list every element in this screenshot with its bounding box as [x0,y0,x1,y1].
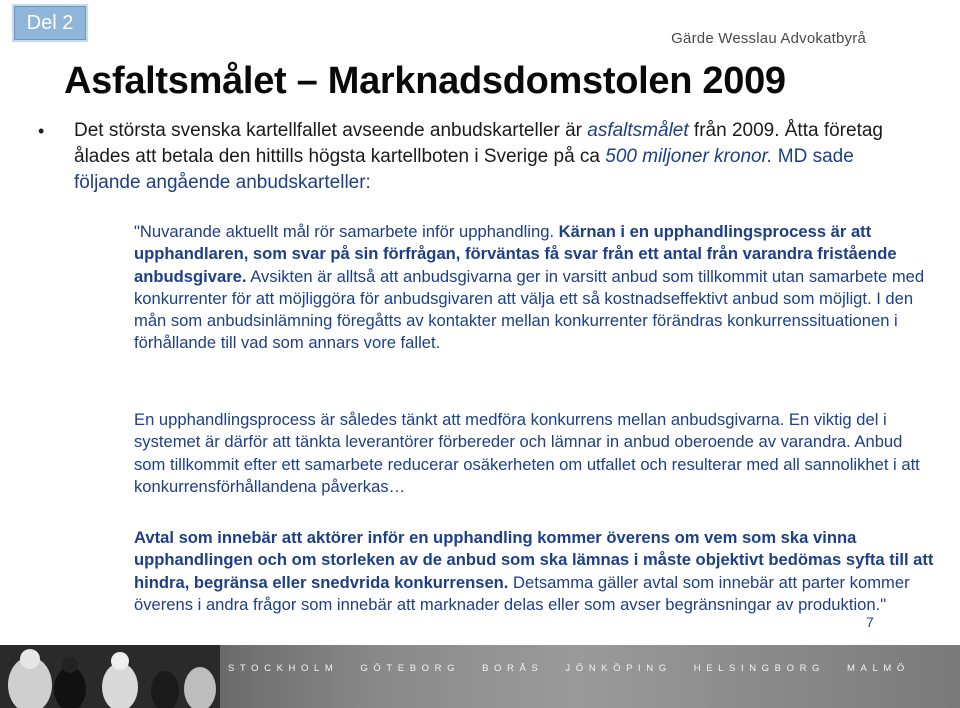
quote-text: En upphandlingsprocess är således tänkt att medföra konkurrens mellan anbudsgivarna. En viktig del i systemet är därför att tänkta leverantörer förbereder och lämnar in anbud oberoende av varandra. Anbud som tillkommit efter ett samarbete reducerar osäkerheten om utfallet och resulterar med all sannolikhet i att konkurrensförhållandena påverkas… [134,410,920,496]
quote-emphasis: Avtal som innebär att aktörer inför en upphandling kommer överens om vem som ska vinna upphandlingen och om storleken av de anbud som ska lämnas i måste objektivt bedömas syfta till att hindra, begränsa eller snedvrida konkurrensen. [134,528,934,592]
bullet-dot-icon: • [38,121,45,141]
office-city: STOCKHOLM [228,663,339,674]
intro-text-part: från 2009. Åtta företag ålades att betala den hittills högsta kartellboten i Sverige på ca [74,120,883,167]
quote-text: Avsikten är alltså att anbudsgivarna ger in varsitt anbud som tillkommit utan samarbete med konkurrenter för att möjliggöra för anbudsgivaren att välja ett så kostnadseffektivt anbud som möjligt. I den mån som anbudsinlämning föregåtts av kontakter mellan konkurrenter förändras konkurrenssituationen i förhållande till vad som annars vore fallet. [134,266,925,353]
chess-pieces-image [0,645,220,708]
quote-text: "Nuvarande aktuellt mål rör samarbete inför upphandling. [134,222,559,241]
office-city: BORÅS [482,663,544,674]
section-tag: Del 2 [12,4,88,42]
quote-text: Detsamma gäller avtal som innebär att parter kommer överens i andra frågor som innebär att marknader delas eller som avser begränsningar av produktion." [134,572,910,614]
quote-paragraph-3 [134,527,934,616]
intro-text-emphasis: asfaltsmålet [587,120,689,141]
office-city: HELSINGBORG [693,663,826,674]
firm-logo: Gärde Wesslau Advokatbyrå [671,30,866,47]
intro-text-part: Det största svenska kartellfallet avseende anbudskarteller är [74,120,588,141]
intro-bullet [38,118,918,196]
office-city-list [228,663,910,674]
footer-banner [0,645,960,708]
office-city: JÖNKÖPING [565,663,672,674]
intro-text [74,118,918,196]
intro-text-part: MD sade följande angående anbudskarteller: [74,146,854,193]
office-city: GÖTEBORG [360,663,461,674]
page-number: 7 [866,614,874,630]
office-city: MALMÖ [847,663,910,674]
intro-text-emphasis: 500 miljoner kronor. [605,146,773,167]
quote-paragraph-1 [134,221,934,355]
quote-emphasis: Kärnan i en upphandlingsprocess är att upphandlaren, som svar på sin förfrågan, förväntas få svar från ett antal från varandra fristående anbudsgivare. [134,222,897,286]
slide-title: Asfaltsmålet – Marknadsdomstolen 2009 [64,60,786,102]
quote-paragraph-2 [134,409,934,498]
